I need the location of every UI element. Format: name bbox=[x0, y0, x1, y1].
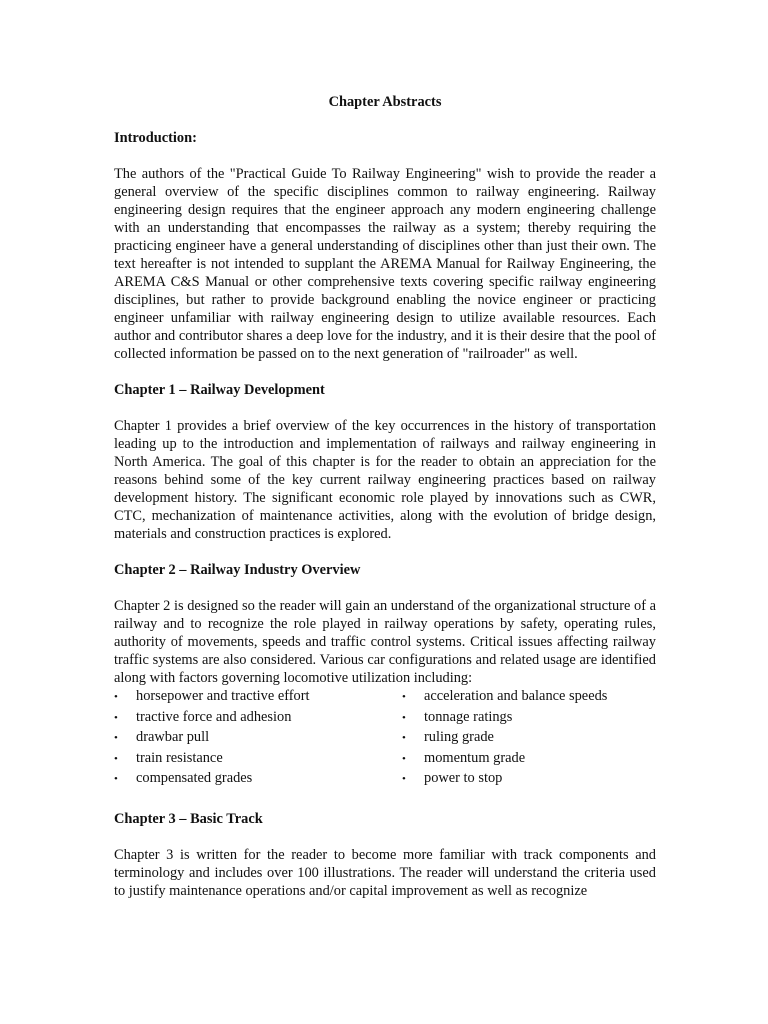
list-item-text: acceleration and balance speeds bbox=[424, 688, 608, 704]
list-item-text: ruling grade bbox=[424, 729, 494, 745]
page-title: Chapter Abstracts bbox=[328, 94, 442, 110]
list-item bbox=[114, 769, 402, 788]
list-item bbox=[402, 708, 656, 727]
bullet-icon: • bbox=[114, 773, 118, 785]
bullet-icon: • bbox=[402, 711, 406, 724]
list-item-text: drawbar pull bbox=[136, 729, 210, 745]
list-item-text: compensated grades bbox=[136, 770, 253, 786]
list-item bbox=[114, 749, 402, 768]
bullet-icon: • bbox=[402, 773, 406, 785]
introduction-paragraph: The authors of the "Practical Guide To Railway Engineering" wish to provide the reader a general overview of the specific disciplines common to railway engineering. Railway engineering design requires that the engineer approach any modern engineering challenge with an understanding that encompasses the railway as a system; thereby requiring the practicing engineer have a general understanding of disciplines other than just their own. The text hereafter is not intended to supplant the AREMA Manual for Railway Engineering, the AREMA C&S Manual or other comprehensive texts covering specific railway engineering disciplines, but rather to provide background enabling the novice engineer or practicing engineer unfamiliar with railway engineering design to utilize available resources. Each author and contributor shares a deep love for the industry, and it is their desire that the pool of collected information be passed on to the next generation of "railroader" as well. bbox=[114, 166, 656, 362]
list-item bbox=[114, 728, 402, 747]
list-item-text: momentum grade bbox=[424, 749, 526, 766]
list-item bbox=[114, 708, 402, 727]
list-item bbox=[402, 687, 656, 706]
list-item bbox=[402, 769, 656, 788]
chapter-2-paragraph: Chapter 2 is designed so the reader will gain an understand of the organizational structure of a railway and to recognize the role played in railway operations by safety, operating rules, authority of movements, speeds and traffic control systems. Critical issues affecting railway traffic systems are also considered. Various car configurations and related usage are identified along with factors governing locomotive utilization including: bbox=[114, 598, 656, 686]
chapter-1-paragraph: Chapter 1 provides a brief overview of the key occurrences in the history of transportation leading up to the introduction and implementation of railways and railway engineering in North America. The goal of this chapter is for the reader to obtain an appreciation for the reasons behind some of the key current railway engineering practices based on railway development history. The significant economic role played by innovations such as CWR, CTC, mechanization of maintenance activities, along with the evolution of bridge design, materials and construction practices is explored. bbox=[114, 418, 656, 542]
list-item bbox=[402, 728, 656, 747]
list-item-text: train resistance bbox=[136, 749, 223, 766]
bullet-icon: • bbox=[114, 732, 118, 744]
section-heading-introduction: Introduction: bbox=[114, 130, 197, 146]
document-body bbox=[114, 93, 656, 918]
bullet-icon: • bbox=[114, 691, 118, 703]
list-item-text: tractive force and adhesion bbox=[136, 708, 292, 725]
list-item bbox=[402, 749, 656, 768]
list-item bbox=[114, 687, 402, 706]
list-item-text: power to stop bbox=[424, 770, 503, 786]
section-heading-chapter-3: Chapter 3 – Basic Track bbox=[114, 811, 263, 827]
chapter-3-paragraph: Chapter 3 is written for the reader to become more familiar with track components and terminology and includes over 100 illustrations. The reader will understand the criteria used to justify maintenance operations and/or capital improvement as well as recognize bbox=[114, 847, 656, 899]
locomotive-factors-list bbox=[114, 687, 656, 788]
section-heading-chapter-1: Chapter 1 – Railway Development bbox=[114, 382, 325, 398]
list-item-text: tonnage ratings bbox=[424, 708, 513, 725]
bullet-icon: • bbox=[402, 752, 406, 765]
bullet-icon: • bbox=[402, 691, 406, 703]
bullet-icon: • bbox=[114, 752, 118, 765]
bullet-icon: • bbox=[402, 732, 406, 744]
section-heading-chapter-2: Chapter 2 – Railway Industry Overview bbox=[114, 562, 361, 578]
list-item-text: horsepower and tractive effort bbox=[136, 688, 310, 704]
bullet-icon: • bbox=[114, 711, 118, 724]
